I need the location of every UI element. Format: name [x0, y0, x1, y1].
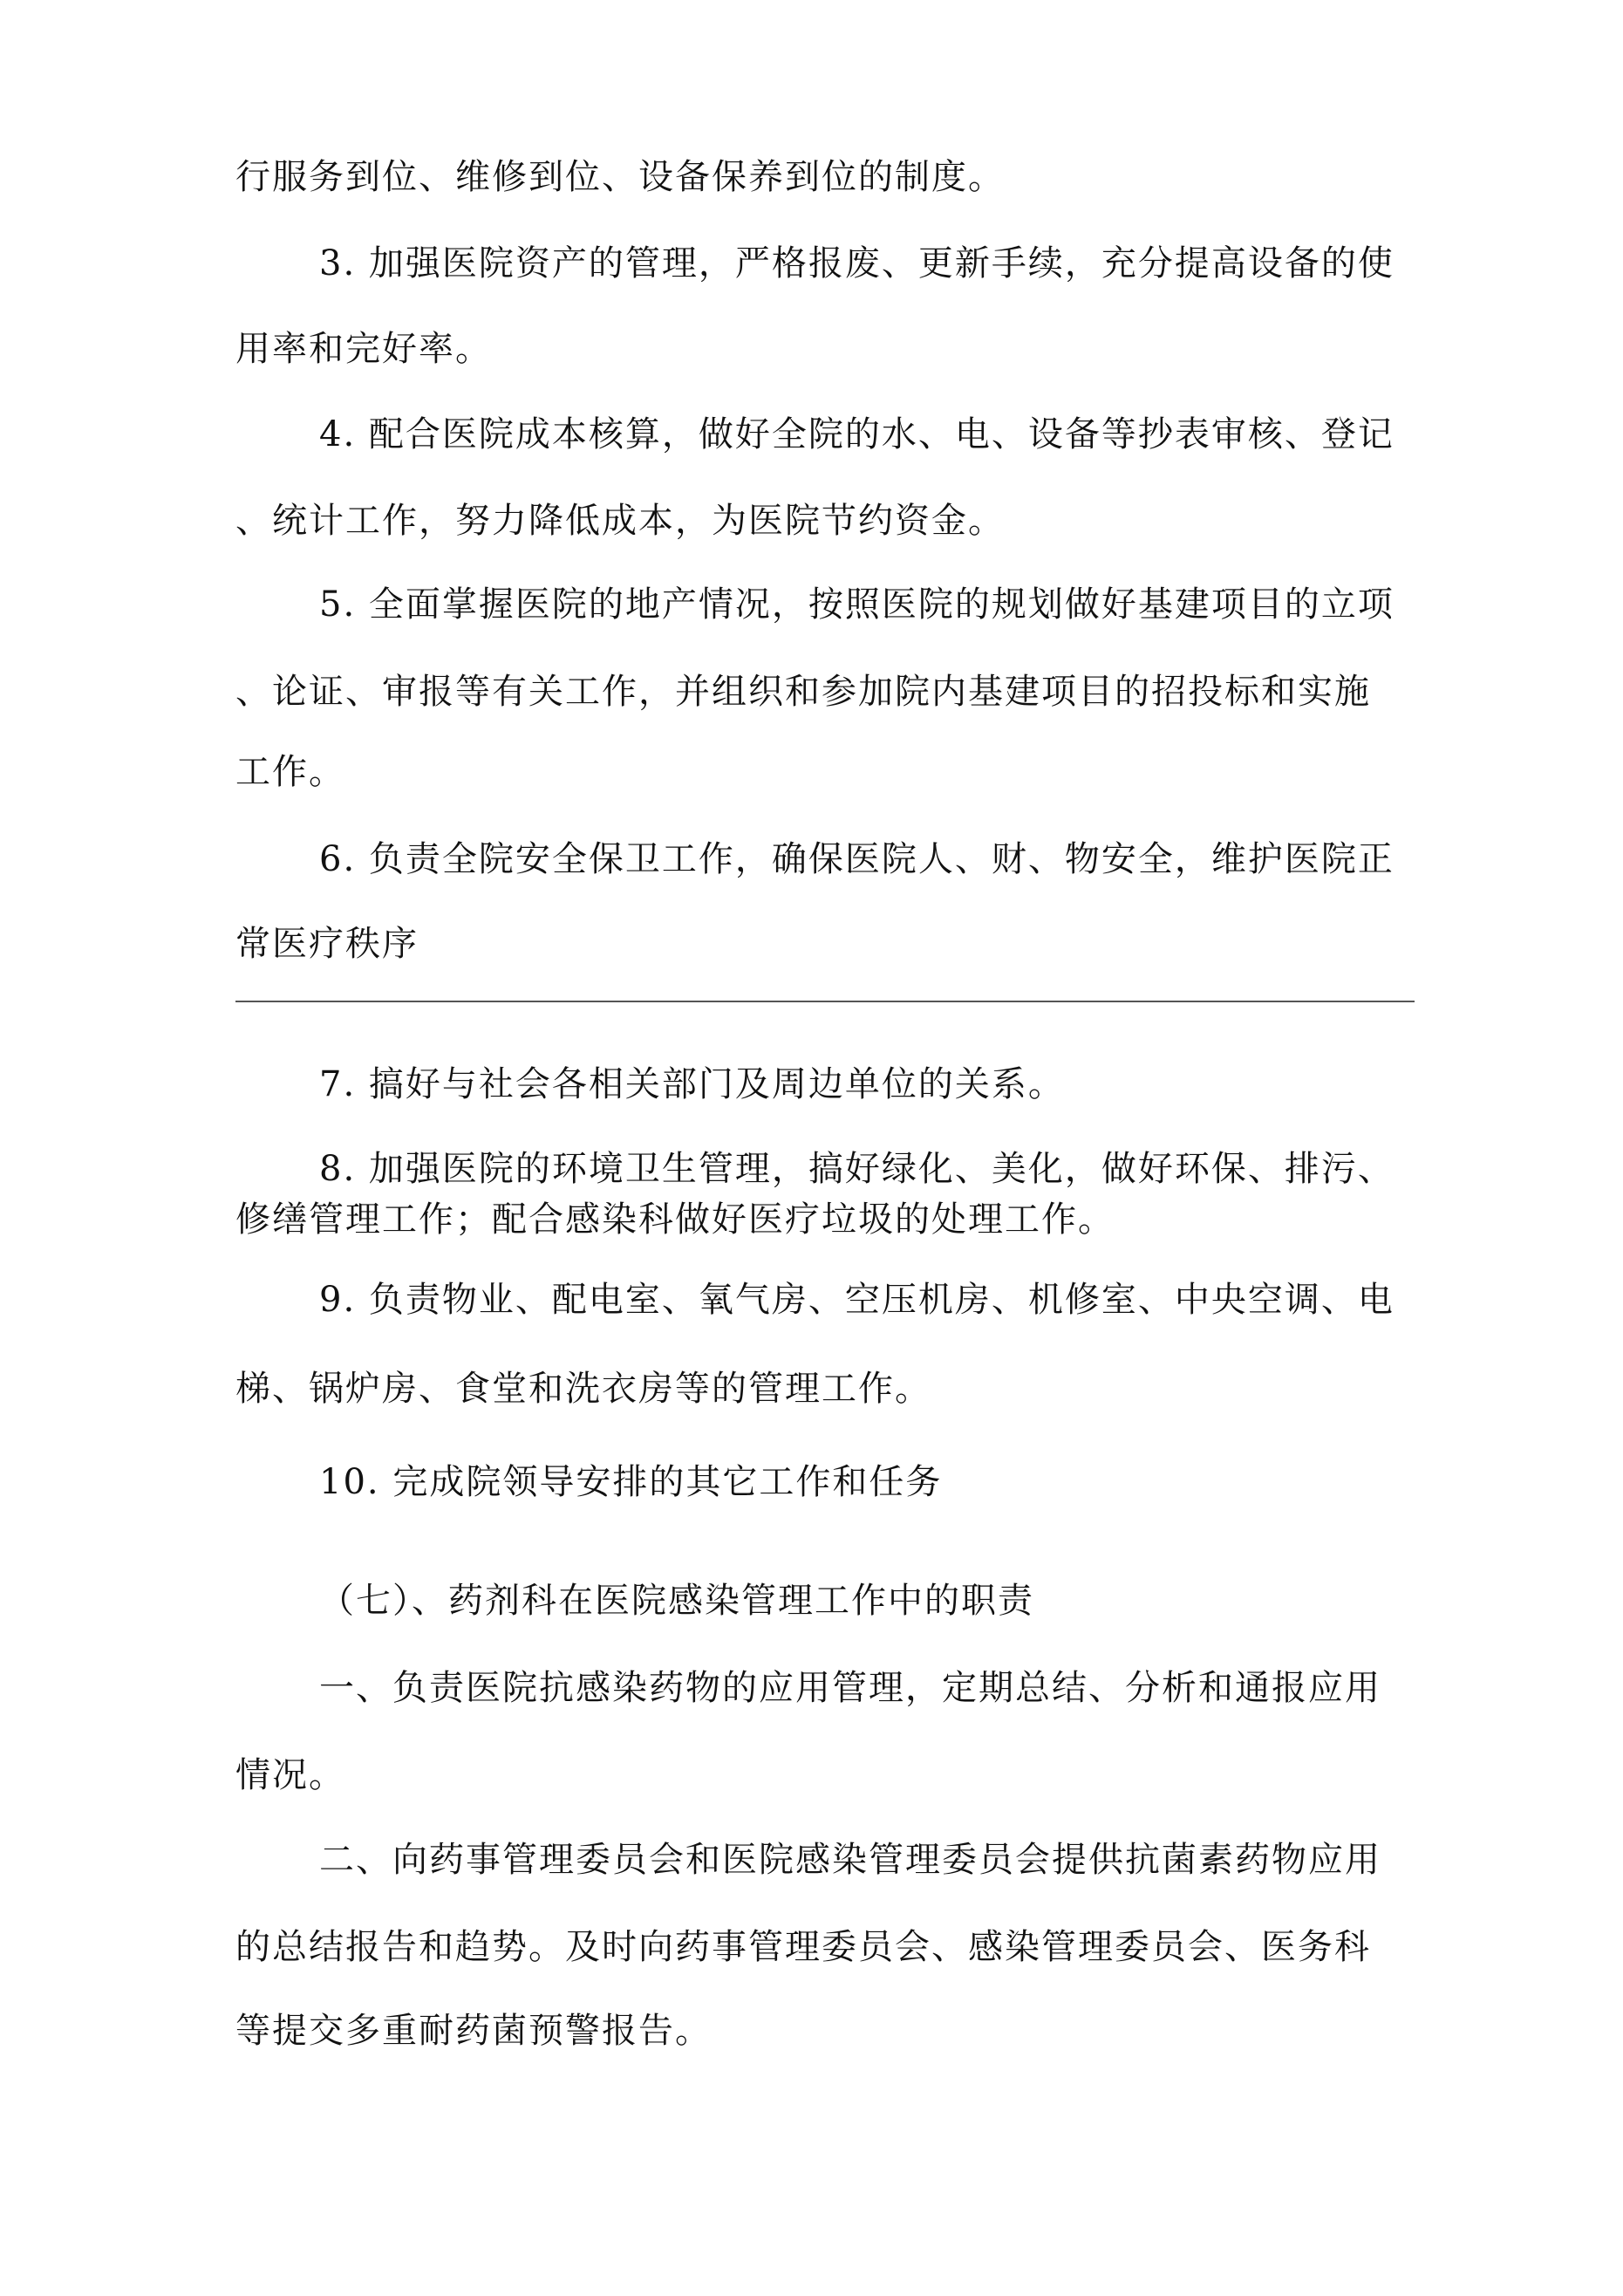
item-6-line-2: 常医疗秩序	[235, 924, 419, 964]
item-4-line-1: 4. 配合医院成本核算，做好全院的水、电、设备等抄表审核、登记	[319, 414, 1395, 454]
item-5-line-2: 、论证、审报等有关工作，并组织和参加院内基建项目的招投标和实施	[235, 672, 1371, 712]
item-10-line-1: 10. 完成院领导安排的其它工作和任务	[319, 1462, 943, 1502]
section-heading: （七）、药剂科在医院感染管理工作中的职责	[319, 1581, 1034, 1621]
item-8-line-2: 修缮管理工作；配合感染科做好医疗垃圾的处理工作。	[235, 1199, 1115, 1240]
paragraph-1-line-2: 情况。	[235, 1755, 345, 1795]
paragraph-1-line-1: 一、负责医院抗感染药物的应用管理，定期总结、分析和通报应用	[319, 1668, 1381, 1708]
page-divider	[235, 1001, 1415, 1002]
item-6-line-1: 6. 负责全院安全保卫工作，确保医院人、财、物安全，维护医院正	[319, 839, 1395, 879]
paragraph-2-line-3: 等提交多重耐药菌预警报告。	[235, 2011, 712, 2051]
item-5-line-3: 工作。	[235, 752, 345, 792]
item-3-line-2: 用率和完好率。	[235, 329, 492, 369]
item-8-line-1: 8. 加强医院的环境卫生管理，搞好绿化、美化，做好环保、排污、	[319, 1149, 1395, 1189]
continuation-text: 行服务到位、维修到位、设备保养到位的制度。	[235, 157, 1005, 197]
item-3-line-1: 3. 加强医院资产的管理，严格报废、更新手续，充分提高设备的使	[319, 243, 1395, 284]
item-4-line-2: 、统计工作，努力降低成本，为医院节约资金。	[235, 501, 1005, 541]
paragraph-2-line-1: 二、向药事管理委员会和医院感染管理委员会提供抗菌素药物应用	[319, 1840, 1381, 1880]
paragraph-2-line-2: 的总结报告和趋势。及时向药事管理委员会、感染管理委员会、医务科	[235, 1927, 1371, 1967]
item-7-line-1: 7. 搞好与社会各相关部门及周边单位的关系。	[319, 1064, 1065, 1104]
item-5-line-1: 5. 全面掌握医院的地产情况，按照医院的规划做好基建项目的立项	[319, 584, 1395, 625]
item-9-line-1: 9. 负责物业、配电室、氧气房、空压机房、机修室、中央空调、电	[319, 1280, 1395, 1320]
item-9-line-2: 梯、锅炉房、食堂和洗衣房等的管理工作。	[235, 1369, 931, 1409]
